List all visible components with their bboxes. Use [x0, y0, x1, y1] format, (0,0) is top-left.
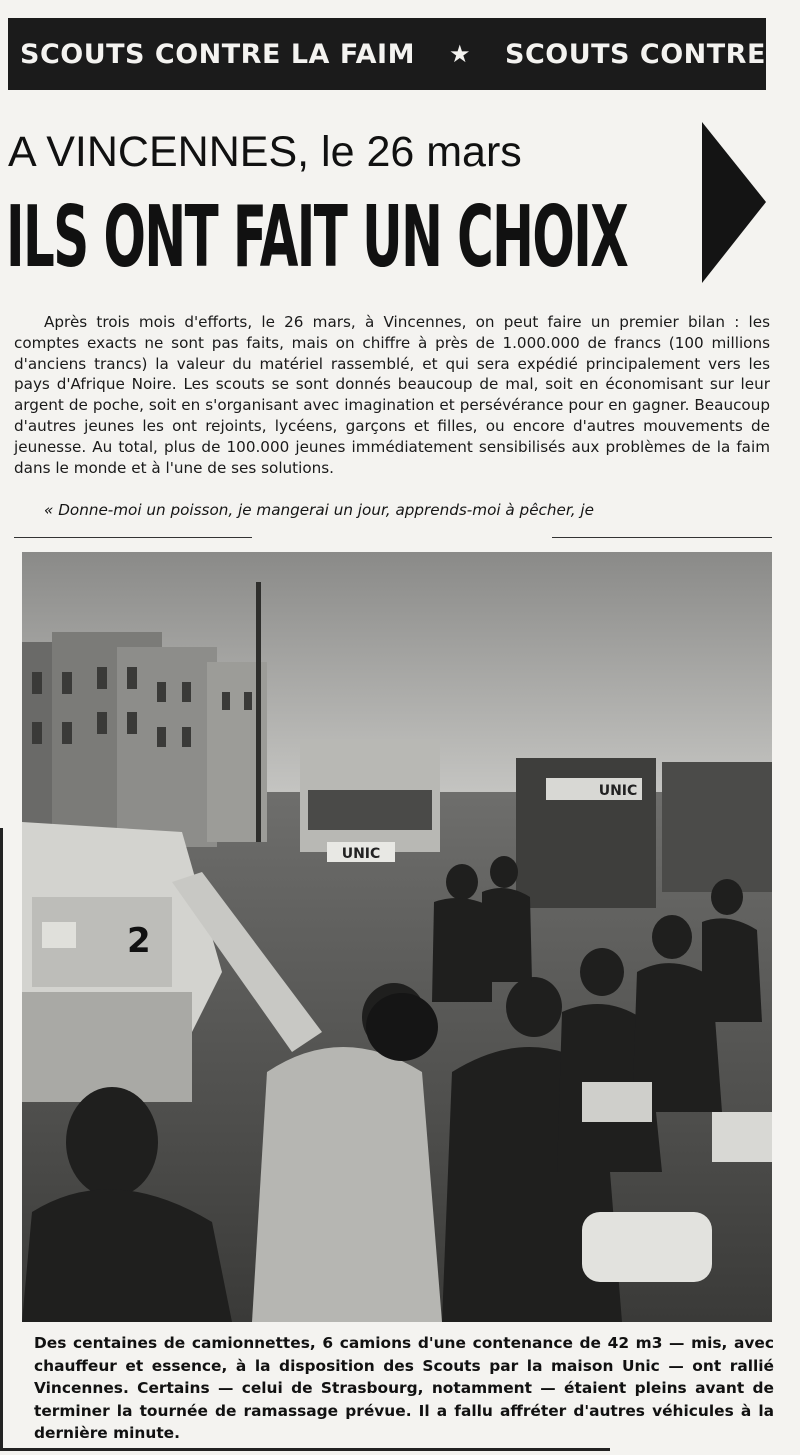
- rule-right: [552, 537, 772, 538]
- truck-sign-right: UNIC: [598, 783, 638, 799]
- headline: ILS ONT FAIT UN CHOIX: [6, 189, 628, 288]
- truck-sign-left: UNIC: [341, 846, 381, 862]
- star-icon: ★: [448, 40, 471, 68]
- frame-left: [0, 828, 3, 1448]
- photo-caption: Des centaines de camionnettes, 6 camions d'une contenance de 42 m3 — mis, avec chauffeur et essence, à la disposition des Scouts par la maison Unic — ont rallié Vincennes. Certains — celui de Strasbourg, notamment — étaient pleins avant de terminer la tournée de ramassage prévue. Il a fallu affréter d'autres véhicules à la dernière minute.: [34, 1334, 774, 1442]
- arrow-right-icon: [700, 120, 768, 285]
- article-quote: « Donne-moi un poisson, je mangerai un jour, apprends-moi à pêcher, je: [44, 501, 594, 519]
- news-photo: [22, 552, 772, 1322]
- article-body: Après trois mois d'efforts, le 26 mars, à Vincennes, on peut faire un premier bilan : les comptes exacts ne sont pas faits, mais on chiffre à près de 1.000.000 de francs (100 millions d'anciens trancs) la valeur du matériel rassemblé, et qui sera expédié principalement vers les pays d'Afrique Noire. Les scouts se sont donnés beaucoup de mal, soit en économisant sur leur argent de poche, soit en s'organisant avec imagination et persévérance pour en gagner. Beaucoup d'autres jeunes les ont rejoints, lycéens, garçons et filles, ou encore d'autres mouvements de jeunesse. Au total, plus de 100.000 jeunes immédiatement sensibilisés aux problèmes de la faim dans le monde et à l'une de ses solutions.: [14, 313, 770, 477]
- banner-left-text: SCOUTS CONTRE LA FAIM: [20, 38, 415, 70]
- banner-right-text: SCOUTS CONTRE: [505, 38, 766, 70]
- section-banner: [8, 18, 766, 90]
- rule-left: [14, 537, 252, 538]
- frame-bottom: [0, 1448, 610, 1451]
- crate-number: 2: [127, 921, 151, 961]
- dateline: A VINCENNES, le 26 mars: [8, 128, 522, 176]
